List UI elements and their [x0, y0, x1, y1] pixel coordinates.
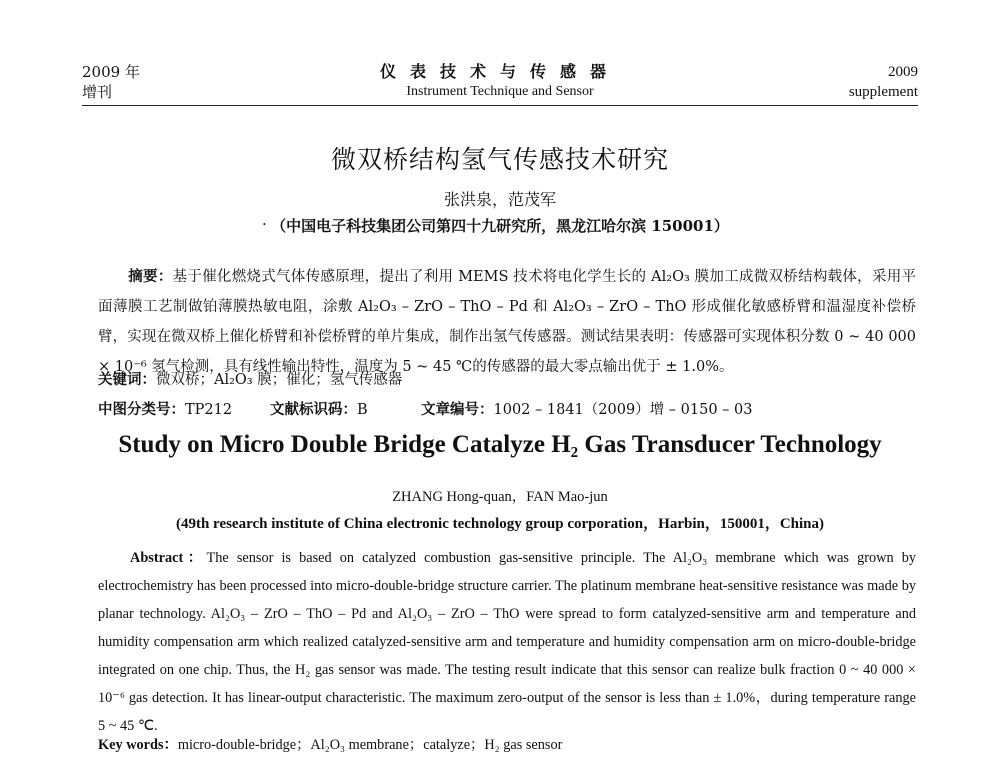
- abstract-cn: [98, 262, 916, 382]
- journal-name-cn: 仪表技术与传感器: [379, 62, 620, 81]
- title-en: Study on Micro Double Bridge Catalyze H₂ Gas Transducer Technology: [118, 431, 882, 458]
- authors-cn: 张洪泉，范茂军: [443, 190, 556, 209]
- keywords-cn-text: 微双桥；Al₂O₃ 膜；催化；氢气传感器: [156, 372, 403, 388]
- affiliation-dot: ·: [262, 215, 267, 233]
- abstract-cn-text: 基于催化燃烧式气体传感原理，提出了利用 MEMS 技术将电化学生长的 Al₂O₃ 膜加工成微双桥结构载体，采用平面薄膜工艺制做铂薄膜热敏电阻，涂敷 Al₂O₃ – ZrO – ThO – Pd 和 Al₂O₃ – ZrO – ThO 形成催化敏感桥臂和温湿度补偿桥臂，实现在微双桥上催化桥臂和补偿桥臂的单片集成，制作出氢气传感器。测试结果表明：传感器可实现体积分数 0 ~ 40 000 × 10⁻⁶ 氢气检测，具有线性输出特性，温度为 5 ~ 45 ℃的传感器的最大零点输出优于 ± 1.0%。: [98, 269, 916, 375]
- affiliation-cn: （中国电子科技集团公司第四十九研究所，黑龙江哈尔滨 150001）: [271, 217, 729, 235]
- header-journal: [350, 62, 650, 102]
- header-year: 2009 年: [82, 63, 140, 81]
- abstract-en-text: The sensor is based on catalyzed combustion gas-sensitive principle. The Al₂O₃ membrane which was grown by electrochemistry has been processed into micro-double-bridge structure carrier. The platinum membrane heat-sensitive resistance was made by planar technology. Al₂O₃ – ZrO – ThO – Pd and Al₂O₃ – ZrO – ThO were spread to form catalyzed-sensitive arm and temperature and humidity compensation arm which realized catalyzed-sensitive arm and temperature and humidity compensation arm on micro-double-bridge integrated on one chip. Thus, the H₂ gas sensor was made. The testing result indicate that this sensor can realize bulk fraction 0 ~ 40 000 × 10⁻⁶ gas detection. It has linear-output characteristic. The maximum zero-output of the sensor is less than ± 1.0%，during temperature range 5 ~ 45 ℃.: [98, 550, 916, 734]
- keywords-en-label: Key words：: [98, 737, 178, 753]
- header-issue-en: supplement: [848, 84, 918, 100]
- keywords-en: [98, 734, 562, 754]
- article-number: 文章编号：1002 – 1841（2009）增 – 0150 – 03: [421, 401, 753, 418]
- authors-en: ZHANG Hong-quan，FAN Mao-jun: [392, 489, 608, 505]
- header-issue: 增刊: [82, 83, 113, 101]
- document-code: 文献标识码：B: [270, 401, 368, 418]
- keywords-en-text: micro-double-bridge；Al₂O₃ membrane；catalyze；H₂ gas sensor: [177, 737, 563, 753]
- clc-code: 中图分类号：TP212: [98, 401, 233, 418]
- keywords-cn-label: 关键词：: [98, 371, 156, 388]
- abstract-en: [98, 544, 916, 740]
- header-right: [849, 62, 918, 102]
- abstract-cn-label: 摘要：: [128, 268, 173, 285]
- keywords-cn: [98, 368, 402, 389]
- abstract-en-label: Abstract：: [130, 550, 207, 566]
- affiliation-cn-line: [0, 215, 1000, 236]
- journal-name-en: Instrument Technique and Sensor: [406, 84, 594, 99]
- header-left: [82, 62, 140, 102]
- title-cn: 微双桥结构氢气传感技术研究: [330, 145, 669, 174]
- header-year-right: 2009: [888, 64, 918, 80]
- affiliation-en: (49th research institute of China electronic technology group corporation，Harbin，150001，China): [175, 516, 825, 532]
- header-rule: [82, 105, 918, 106]
